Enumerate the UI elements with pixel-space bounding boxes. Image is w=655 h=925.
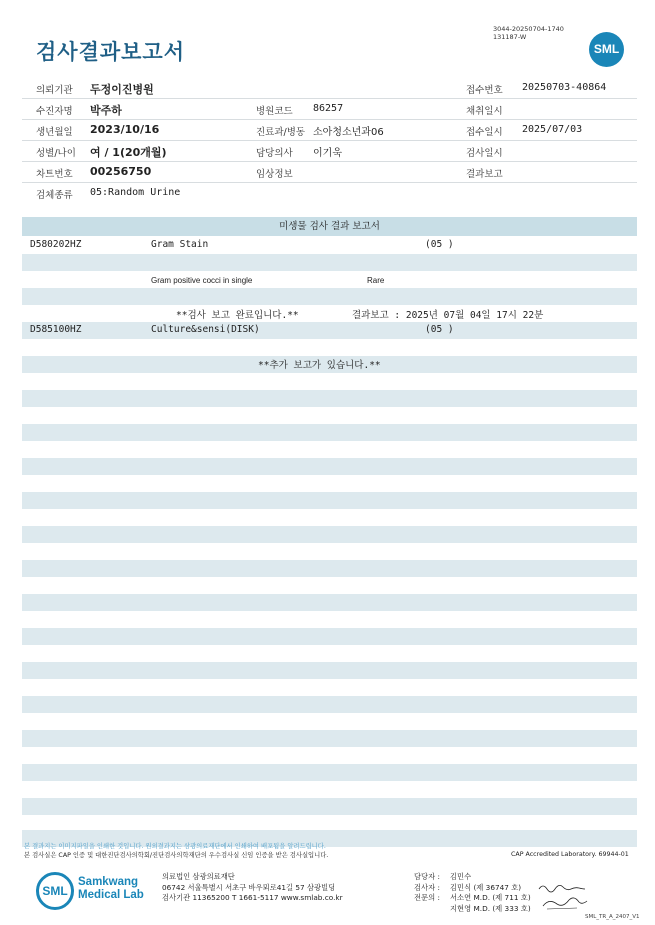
pending-message: **추가 보고가 있습니다.** — [258, 360, 381, 371]
stripe — [22, 764, 637, 781]
complete-message: **검사 보고 완료입니다.** — [176, 310, 299, 321]
receipt-date-label: 접수일시 — [466, 127, 503, 138]
staff1-label: 담당자 : — [414, 872, 440, 881]
institution-label: 의뢰기관 — [36, 85, 73, 96]
sex-age-label: 성별/나이 — [36, 148, 76, 159]
page-title: 검사결과보고서 — [36, 40, 186, 64]
doctor-value: 이기욱 — [313, 148, 342, 159]
patient-value: 박주하 — [90, 104, 122, 117]
chart-label: 차트번호 — [36, 169, 73, 180]
sml-logo-icon: SML — [589, 32, 624, 67]
brand-line1: Samkwang — [78, 876, 139, 888]
header-row-3 — [22, 120, 637, 141]
report-label: 결과보고 — [466, 169, 503, 180]
test2-name: Culture&sensi(DISK) — [151, 324, 260, 335]
specimen-label: 검체종류 — [36, 190, 73, 201]
stripe — [22, 594, 637, 611]
staff3-label: 전문의 : — [414, 893, 440, 902]
stripe — [22, 730, 637, 747]
institution-value: 두정이진병원 — [90, 83, 154, 96]
stripe — [22, 458, 637, 475]
staff2-label: 검사자 : — [414, 882, 440, 892]
finding-result: Rare — [367, 276, 385, 285]
receipt-no-value: 20250703-40864 — [522, 82, 607, 93]
chart-value: 00256750 — [90, 165, 152, 178]
hospital-code-label: 병원코드 — [256, 106, 293, 117]
brand-line2: Medical Lab — [78, 889, 144, 901]
header-row-6 — [22, 183, 637, 204]
notice-print: 본 결과지는 이미지파일을 인쇄한 것입니다. 원외결과지는 삼광의료재단에서 인쇄하여 배포됨을 알려드립니다. — [24, 843, 326, 850]
lab-org: 의료법인 삼광의료재단 — [162, 872, 235, 881]
stripe — [22, 390, 637, 407]
hospital-code-value: 86257 — [313, 103, 344, 114]
dept-label: 진료과/병동 — [256, 127, 306, 138]
doctor-label: 담당의사 — [256, 148, 293, 159]
stripe — [22, 254, 637, 271]
cap-accreditation: CAP Accredited Laboratory. 69944-01 — [511, 851, 629, 858]
stripe — [22, 628, 637, 645]
lab-info — [162, 872, 343, 904]
stripe — [22, 696, 637, 713]
staff4-name: 지현영 M.D. (제 333 호) — [450, 903, 531, 913]
header-row-5 — [22, 162, 637, 183]
lab-contact: 검사기관 11365200 T 1661-5117 www.smlab.co.kr — [162, 893, 343, 902]
test1-code: D580202HZ — [30, 239, 82, 250]
specimen-value: 05:Random Urine — [90, 187, 181, 198]
stripe — [22, 424, 637, 441]
document-code — [493, 25, 564, 41]
stripe — [22, 560, 637, 577]
staff1-name: 김민수 — [450, 872, 472, 881]
stripe — [22, 322, 637, 339]
patient-label: 수진자명 — [36, 106, 73, 117]
receipt-no-label: 접수번호 — [466, 85, 503, 96]
dob-value: 2023/10/16 — [90, 123, 160, 136]
dept-value: 소아청소년과06 — [313, 127, 384, 138]
signature-icon — [537, 879, 589, 913]
header-row-4 — [22, 141, 637, 162]
clinical-label: 임상정보 — [256, 169, 293, 180]
test1-name: Gram Stain — [151, 239, 209, 250]
test2-count: (05 ) — [425, 324, 454, 335]
notice-accreditation: 본 검사실은 CAP 인증 및 대한진단검사의학회/진단검사의학재단의 우수검사실 신임 인증을 받은 검사실입니다. — [24, 852, 329, 859]
samkwang-logo-icon: SML — [36, 872, 74, 910]
stripe — [22, 526, 637, 543]
document-code-line2: 131187-W — [493, 33, 527, 41]
stripe — [22, 492, 637, 509]
staff-names — [450, 872, 531, 914]
dob-label: 생년월일 — [36, 127, 73, 138]
brand-name — [78, 876, 144, 902]
collection-label: 채취일시 — [466, 106, 503, 117]
lab-address: 06742 서울특별시 서초구 바우뫼로41길 57 삼광빌딩 — [162, 882, 336, 892]
test2-code: D585100HZ — [30, 324, 82, 335]
receipt-date-value: 2025/07/03 — [522, 124, 583, 135]
section-title: 미생물 검사 결과 보고서 — [22, 217, 637, 236]
staff-labels — [414, 872, 440, 904]
staff2-name: 김민식 (제 36747 호) — [450, 882, 522, 892]
test-date-label: 검사일시 — [466, 148, 503, 159]
staff3-name: 서소연 M.D. (제 711 호) — [450, 893, 531, 902]
document-code-line1: 3044-20250704-1740 — [493, 25, 564, 33]
header-row-2 — [22, 99, 637, 120]
stripe — [22, 288, 637, 305]
sex-age-value: 여 / 1(20개월) — [90, 146, 167, 159]
stripe — [22, 662, 637, 679]
form-code: SML_TR_A_2407_V1 — [585, 914, 640, 920]
test1-count: (05 ) — [425, 239, 454, 250]
report-time: 결과보고 : 2025년 07월 04일 17시 22분 — [352, 310, 544, 321]
header-row-1 — [22, 78, 637, 99]
finding-text: Gram positive cocci in single — [151, 276, 253, 285]
stripe — [22, 798, 637, 815]
